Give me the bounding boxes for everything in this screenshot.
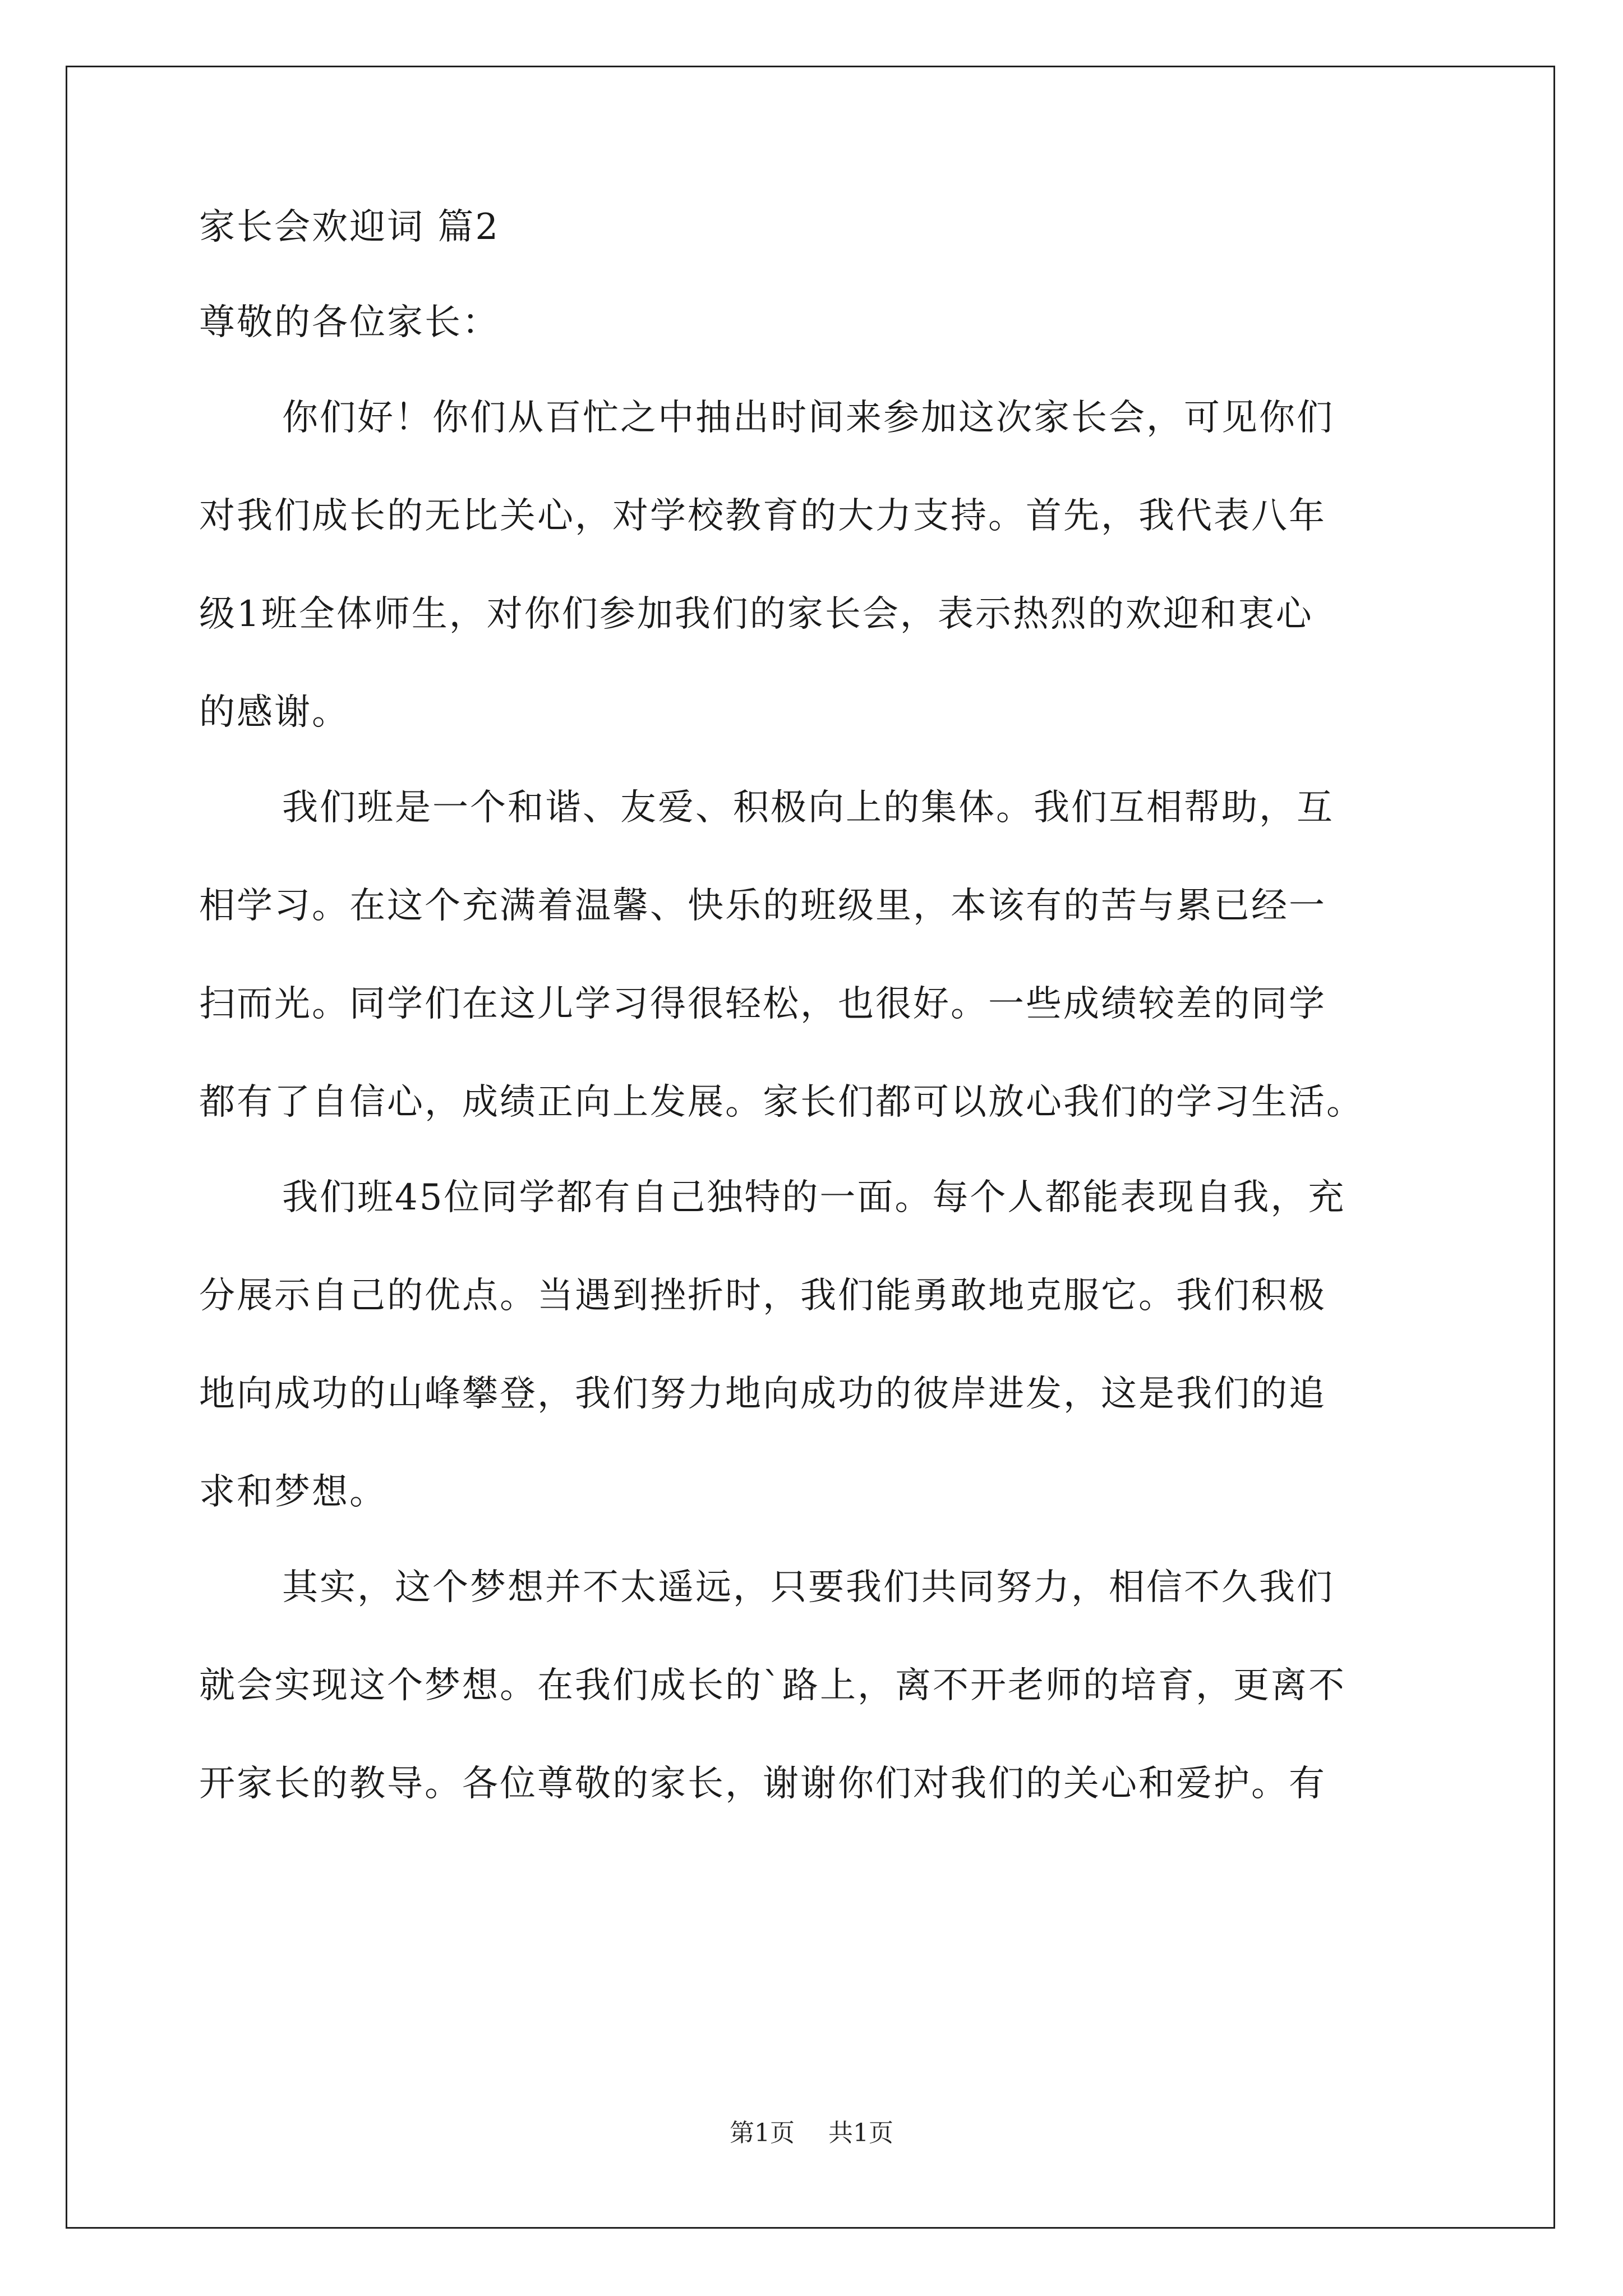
paragraph-line: 求和梦想。 xyxy=(199,1471,387,1513)
document-title: 家长会欢迎词 篇2 xyxy=(199,206,500,248)
paragraph-class-description xyxy=(199,783,1427,1128)
paragraph-line: 分展示自己的优点。当遇到挫折时，我们能勇敢地克服它。我们积极 xyxy=(199,1275,1326,1317)
paragraph-line: 对我们成长的无比关心，对学校教育的大力支持。首先，我代表八年 xyxy=(199,495,1326,537)
paragraph-line: 开家长的教导。各位尊敬的家长，谢谢你们对我们的关心和爱护。有 xyxy=(199,1763,1326,1805)
paragraph-line: 地向成功的山峰攀登，我们努力地向成功的彼岸进发，这是我们的追 xyxy=(199,1373,1326,1415)
document-body xyxy=(199,202,1427,1854)
page-footer xyxy=(0,2116,1623,2150)
paragraph-students xyxy=(199,1172,1427,1517)
page-number-total: 共1页 xyxy=(828,2119,893,2147)
page-number-current: 第1页 xyxy=(730,2119,795,2147)
paragraph-welcome xyxy=(199,393,1427,738)
paragraph-line: 就会实现这个梦想。在我们成长的`路上，离不开老师的培育，更离不 xyxy=(199,1665,1346,1706)
paragraph-line: 扫而光。同学们在这儿学习得很轻松，也很好。一些成绩较差的同学 xyxy=(199,983,1326,1025)
paragraph-dream xyxy=(199,1562,1427,1809)
paragraph-line: 的感谢。 xyxy=(199,692,349,733)
paragraph-line: 我们班45位同学都有自己独特的一面。每个人都能表现自我，充 xyxy=(282,1177,1346,1218)
paragraph-line: 相学习。在这个充满着温馨、快乐的班级里，本该有的苦与累已经一 xyxy=(199,885,1326,927)
paragraph-line: 级1班全体师生，对你们参加我们的家长会，表示热烈的欢迎和衷心 xyxy=(199,593,1313,635)
paragraph-line: 我们班是一个和谐、友爱、积极向上的集体。我们互相帮助，互 xyxy=(282,787,1334,829)
salutation: 尊敬的各位家长： xyxy=(199,302,500,343)
paragraph-line: 你们好！你们从百忙之中抽出时间来参加这次家长会，可见你们 xyxy=(282,397,1334,439)
paragraph-line: 都有了自信心，成绩正向上发展。家长们都可以放心我们的学习生活。 xyxy=(199,1082,1364,1123)
paragraph-line: 其实，这个梦想并不太遥远，只要我们共同努力，相信不久我们 xyxy=(282,1567,1334,1608)
